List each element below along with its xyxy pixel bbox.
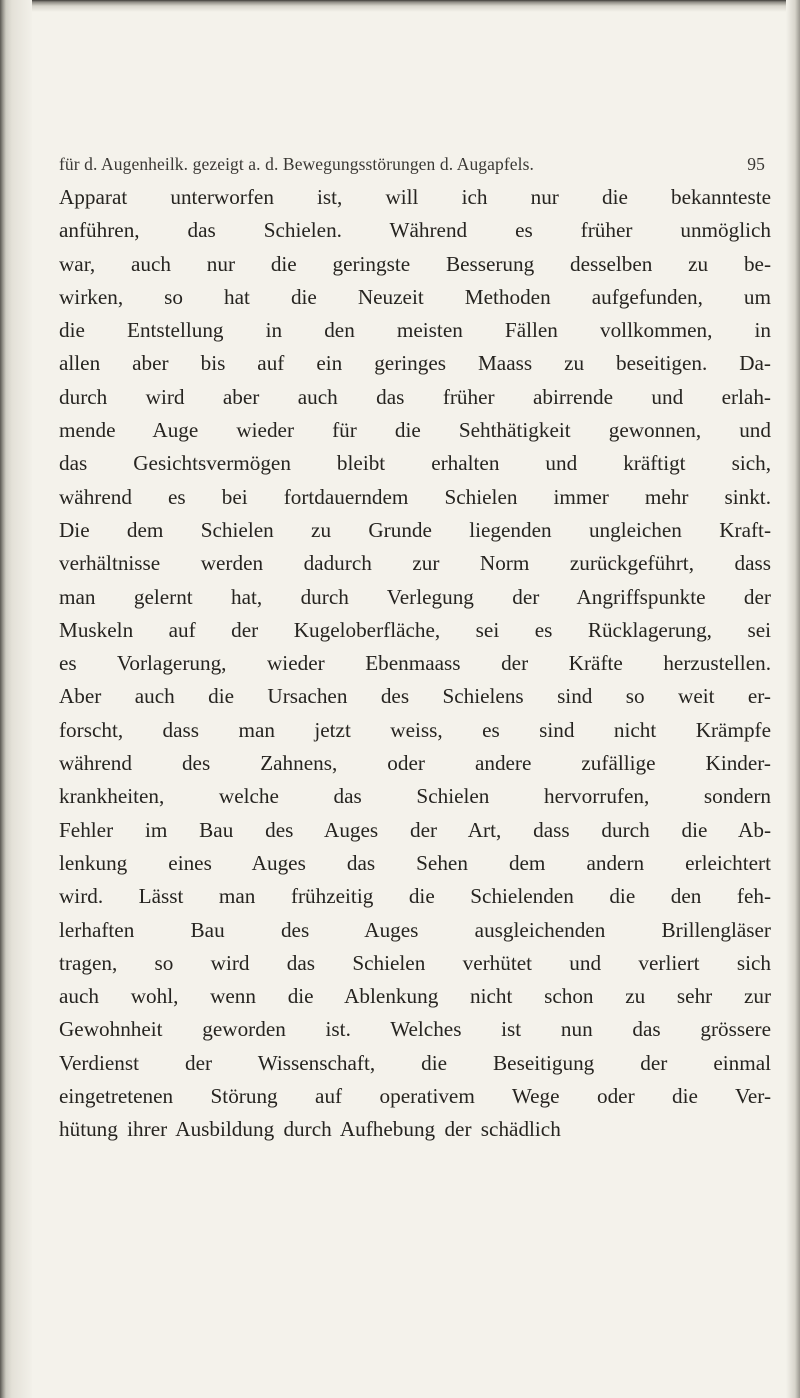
- text-line: durch wird aber auch das früher abirrende und erlah-: [59, 384, 771, 409]
- text-line: das Gesichtsvermögen bleibt erhalten und kräftigt sich,: [59, 451, 771, 476]
- text-line: es Vorlagerung, wieder Ebenmaass der Kräfte herzustellen.: [59, 651, 771, 676]
- text-line: Apparat unterworfen ist, will ich nur die bekannteste: [59, 185, 771, 209]
- text-line: Muskeln auf der Kugeloberfläche, sei es Rücklagerung, sei: [59, 617, 771, 642]
- text-line: die Entstellung in den meisten Fällen vollkommen, in: [59, 318, 771, 343]
- text-line: man gelernt hat, durch Verlegung der Angriffspunkte der: [59, 584, 771, 609]
- text-line: Gewohnheit geworden ist. Welches ist nun das grössere: [59, 1017, 771, 1042]
- body-text: [59, 181, 771, 1147]
- text-line: Aber auch die Ursachen des Schielens sind so weit er-: [59, 684, 771, 709]
- scan-shadow-top: [0, 0, 800, 12]
- text-line: war, auch nur die geringste Besserung desselben zu be-: [59, 251, 771, 276]
- text-line: allen aber bis auf ein geringes Maass zu beseitigen. Da-: [59, 351, 771, 376]
- running-head-title: für d. Augenheilk. gezeigt a. d. Bewegungsstörungen d. Augapfels.: [59, 154, 535, 174]
- text-line: wird. Lässt man frühzeitig die Schielenden die den feh-: [59, 884, 771, 909]
- text-line: verhältnisse werden dadurch zur Norm zurückgeführt, dass: [59, 551, 771, 576]
- text-line: hütung ihrer Ausbildung durch Aufhebung der schädlich: [59, 1117, 561, 1142]
- text-line: Fehler im Bau des Auges der Art, dass durch die Ab-: [59, 817, 771, 842]
- page-number: 95: [747, 154, 765, 174]
- text-line: tragen, so wird das Schielen verhütet und verliert sich: [59, 950, 771, 975]
- text-line: während es bei fortdauerndem Schielen immer mehr sinkt.: [59, 484, 771, 509]
- text-line: krankheiten, welche das Schielen hervorrufen, sondern: [59, 784, 771, 809]
- text-line: wirken, so hat die Neuzeit Methoden aufgefunden, um: [59, 284, 771, 309]
- text-line: auch wohl, wenn die Ablenkung nicht schon zu sehr zur: [59, 984, 771, 1009]
- scan-shadow-right: [786, 0, 800, 1398]
- text-line: lerhaften Bau des Auges ausgleichenden Brillengläser: [59, 917, 771, 942]
- text-line: Verdienst der Wissenschaft, die Beseitigung der einmal: [59, 1050, 771, 1075]
- text-line: lenkung eines Auges das Sehen dem andern erleichtert: [59, 850, 771, 875]
- text-line: Die dem Schielen zu Grunde liegenden ungleichen Kraft-: [59, 517, 771, 542]
- running-head: [59, 153, 765, 175]
- text-line: eingetretenen Störung auf operativem Wege oder die Ver-: [59, 1084, 771, 1109]
- text-line: anführen, das Schielen. Während es früher unmöglich: [59, 218, 771, 243]
- text-line: während des Zahnens, oder andere zufällige Kinder-: [59, 751, 771, 776]
- text-line: mende Auge wieder für die Sehthätigkeit gewonnen, und: [59, 418, 771, 443]
- scan-shadow-left: [0, 0, 32, 1398]
- text-line: forscht, dass man jetzt weiss, es sind nicht Krämpfe: [59, 717, 771, 742]
